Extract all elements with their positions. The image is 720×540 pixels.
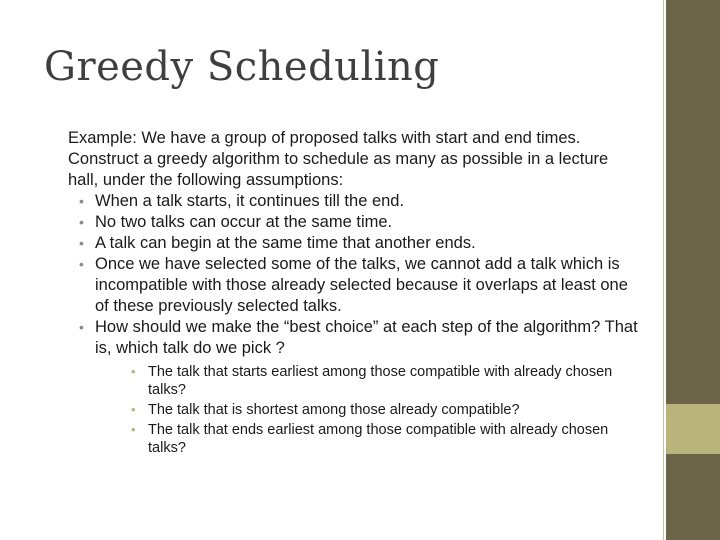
question-item xyxy=(68,317,638,457)
question-text: How should we make the “best choice” at each step of the algorithm? That is, which talk do we pick ? xyxy=(95,318,638,357)
option-item: • The talk that ends earliest among those compatible with already chosen talks? xyxy=(122,421,638,457)
slide-body xyxy=(68,128,638,459)
option-item: • The talk that is shortest among those already compatible? xyxy=(122,401,638,419)
assumption-item: • Once we have selected some of the talks, we cannot add a talk which is incompatible with those already selected because it overlaps at least one of these previously selected talks. xyxy=(68,254,638,317)
option-list xyxy=(95,363,638,457)
assumption-item: • No two talks can occur at the same time. xyxy=(68,212,638,233)
slide-title: Greedy Scheduling xyxy=(44,44,440,90)
example-label: Example xyxy=(68,129,133,147)
option-item: • The talk that starts earliest among those compatible with already chosen talks? xyxy=(122,363,638,399)
example-text: : We have a group of proposed talks with start and end times. Construct a greedy algorithm to schedule as many as possible in a lecture hall, under the following assumptions: xyxy=(68,129,609,189)
example-paragraph xyxy=(68,128,638,191)
assumption-item: • When a talk starts, it continues till the end. xyxy=(68,191,638,212)
divider-line xyxy=(663,0,664,540)
assumption-item: • A talk can begin at the same time that another ends. xyxy=(68,233,638,254)
accent-block xyxy=(666,404,720,454)
assumption-list xyxy=(68,191,638,457)
sidebar-bar xyxy=(666,0,720,540)
